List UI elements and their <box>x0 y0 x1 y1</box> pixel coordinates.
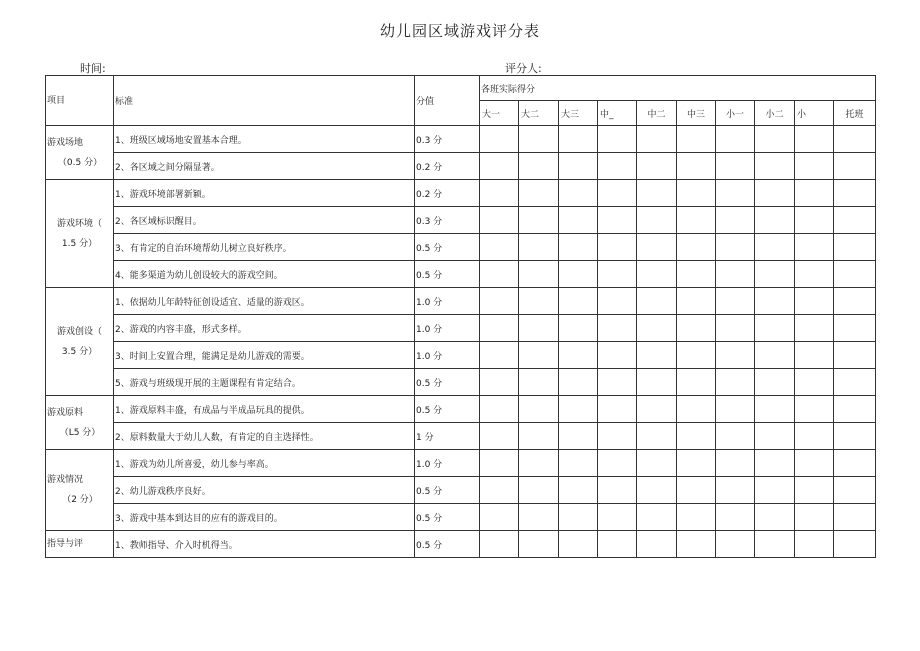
class-score-input[interactable] <box>795 288 834 315</box>
class-score-input[interactable] <box>716 126 755 153</box>
standard-cell: 3、游戏中基本到达目的应有的游戏目的。 <box>114 504 415 531</box>
page-title: 幼儿园区域游戏评分表 <box>379 22 540 40</box>
class-score-input[interactable] <box>637 504 677 531</box>
class-score-input[interactable] <box>480 126 519 153</box>
table-row <box>46 207 876 234</box>
section-points: （2 分） <box>62 495 98 505</box>
header-class-5: 中三 <box>677 101 716 126</box>
class-score-input[interactable] <box>716 153 755 180</box>
standard-cell: 2、幼儿游戏秩序良好。 <box>114 477 415 504</box>
class-score-input[interactable] <box>795 342 834 369</box>
section-item-2 <box>46 288 114 396</box>
score-cell: 0.5 分 <box>415 504 480 531</box>
standard-cell: 3、有肯定的自治环境帮幼儿树立良好秩序。 <box>114 234 415 261</box>
section-name: 游戏创设（ <box>56 326 102 337</box>
class-score-input[interactable] <box>519 396 559 423</box>
class-score-input[interactable] <box>598 477 637 504</box>
class-score-input[interactable] <box>637 342 677 369</box>
table-row <box>46 423 876 450</box>
section-item-0 <box>46 126 114 180</box>
score-cell: 0.5 分 <box>415 477 480 504</box>
class-score-input[interactable] <box>598 315 637 342</box>
class-score-input[interactable] <box>834 234 876 261</box>
score-cell: 0.5 分 <box>415 396 480 423</box>
class-score-input[interactable] <box>480 207 519 234</box>
header-class-group: 各班实际得分 <box>480 76 876 101</box>
class-score-input[interactable] <box>637 288 677 315</box>
time-label: 时间: <box>80 62 106 75</box>
table-row <box>46 180 876 207</box>
class-score-input[interactable] <box>677 180 716 207</box>
class-score-input[interactable] <box>755 450 795 477</box>
class-score-input[interactable] <box>480 288 519 315</box>
table-row <box>46 126 876 153</box>
class-score-input[interactable] <box>834 423 876 450</box>
class-score-input[interactable] <box>519 315 559 342</box>
class-score-input[interactable] <box>755 369 795 396</box>
header-class-6: 小一 <box>716 101 755 126</box>
class-score-input[interactable] <box>716 504 755 531</box>
class-score-input[interactable] <box>480 180 519 207</box>
class-score-input[interactable] <box>598 288 637 315</box>
scorer-label: 评分人: <box>505 62 542 75</box>
class-score-input[interactable] <box>755 423 795 450</box>
class-score-input[interactable] <box>598 153 637 180</box>
class-score-input[interactable] <box>598 180 637 207</box>
table-row <box>46 396 876 423</box>
table-row <box>46 504 876 531</box>
class-score-input[interactable] <box>677 315 716 342</box>
score-table <box>45 75 876 558</box>
table-row <box>46 234 876 261</box>
class-score-input[interactable] <box>795 396 834 423</box>
class-score-input[interactable] <box>795 153 834 180</box>
class-score-input[interactable] <box>480 315 519 342</box>
class-score-input[interactable] <box>598 369 637 396</box>
class-score-input[interactable] <box>637 234 677 261</box>
section-name: 指导与评 <box>47 539 84 549</box>
class-score-input[interactable] <box>755 504 795 531</box>
score-cell: 1.0 分 <box>415 450 480 477</box>
class-score-input[interactable] <box>755 261 795 288</box>
section-item-1 <box>46 180 114 288</box>
class-score-input[interactable] <box>755 396 795 423</box>
score-cell: 0.5 分 <box>415 261 480 288</box>
class-score-input[interactable] <box>716 261 755 288</box>
class-score-input[interactable] <box>480 342 519 369</box>
score-cell: 1.0 分 <box>415 342 480 369</box>
class-score-input[interactable] <box>519 450 559 477</box>
class-score-input[interactable] <box>834 153 876 180</box>
header-class-3: 中_ <box>598 101 637 126</box>
class-score-input[interactable] <box>480 504 519 531</box>
class-score-input[interactable] <box>677 126 716 153</box>
standard-cell: 2、各区域之间分隔显著。 <box>114 153 415 180</box>
header-class-2: 大三 <box>559 101 598 126</box>
class-score-input[interactable] <box>834 315 876 342</box>
class-score-input[interactable] <box>559 126 598 153</box>
class-score-input[interactable] <box>716 315 755 342</box>
class-score-input[interactable] <box>559 288 598 315</box>
score-cell: 0.5 分 <box>415 369 480 396</box>
header-score: 分值 <box>415 76 480 126</box>
class-score-input[interactable] <box>559 369 598 396</box>
class-score-input[interactable] <box>677 477 716 504</box>
class-score-input[interactable] <box>559 423 598 450</box>
class-score-input[interactable] <box>834 477 876 504</box>
class-score-input[interactable] <box>834 531 876 558</box>
class-score-input[interactable] <box>834 450 876 477</box>
class-score-input[interactable] <box>834 369 876 396</box>
class-score-input[interactable] <box>677 207 716 234</box>
class-score-input[interactable] <box>677 342 716 369</box>
table-row <box>46 315 876 342</box>
class-score-input[interactable] <box>795 477 834 504</box>
class-score-input[interactable] <box>559 153 598 180</box>
class-score-input[interactable] <box>834 504 876 531</box>
section-points: （0.5 分） <box>57 157 103 168</box>
class-score-input[interactable] <box>677 504 716 531</box>
class-score-input[interactable] <box>598 207 637 234</box>
header-class-1: 大二 <box>519 101 559 126</box>
class-score-input[interactable] <box>598 234 637 261</box>
class-score-input[interactable] <box>637 531 677 558</box>
header-item: 项目 <box>46 76 114 126</box>
score-cell: 0.3 分 <box>415 126 480 153</box>
class-score-input[interactable] <box>559 450 598 477</box>
class-score-input[interactable] <box>637 450 677 477</box>
class-score-input[interactable] <box>519 477 559 504</box>
table-row <box>46 153 876 180</box>
class-score-input[interactable] <box>480 423 519 450</box>
header-class-9: 托班 <box>834 101 876 126</box>
standard-cell: 2、各区域标识醒目。 <box>114 207 415 234</box>
class-score-input[interactable] <box>519 153 559 180</box>
class-score-input[interactable] <box>677 234 716 261</box>
class-score-input[interactable] <box>519 423 559 450</box>
class-score-input[interactable] <box>677 450 716 477</box>
class-score-input[interactable] <box>598 261 637 288</box>
header-class-8: 小 <box>795 101 834 126</box>
class-score-input[interactable] <box>795 531 834 558</box>
score-cell: 1 分 <box>415 423 480 450</box>
table-row <box>46 450 876 477</box>
class-score-input[interactable] <box>559 396 598 423</box>
class-score-input[interactable] <box>834 288 876 315</box>
class-score-input[interactable] <box>480 396 519 423</box>
section-item-4 <box>46 450 114 531</box>
class-score-input[interactable] <box>834 342 876 369</box>
class-score-input[interactable] <box>795 234 834 261</box>
class-score-input[interactable] <box>677 423 716 450</box>
class-score-input[interactable] <box>755 315 795 342</box>
standard-cell: 1、依据幼儿年龄特征创设适宜、适量的游戏区。 <box>114 288 415 315</box>
class-score-input[interactable] <box>755 234 795 261</box>
header-class-7: 小二 <box>755 101 795 126</box>
class-score-input[interactable] <box>559 207 598 234</box>
class-score-input[interactable] <box>795 207 834 234</box>
class-score-input[interactable] <box>834 207 876 234</box>
class-score-input[interactable] <box>519 126 559 153</box>
class-score-input[interactable] <box>755 126 795 153</box>
class-score-input[interactable] <box>716 450 755 477</box>
class-score-input[interactable] <box>755 288 795 315</box>
score-cell: 0.5 分 <box>415 531 480 558</box>
score-cell: 0.3 分 <box>415 207 480 234</box>
class-score-input[interactable] <box>795 261 834 288</box>
class-score-input[interactable] <box>598 396 637 423</box>
class-score-input[interactable] <box>637 369 677 396</box>
class-score-input[interactable] <box>795 315 834 342</box>
standard-cell: 1、游戏环境部署新颖。 <box>114 180 415 207</box>
class-score-input[interactable] <box>598 423 637 450</box>
score-cell: 0.2 分 <box>415 180 480 207</box>
section-points: 1.5 分） <box>61 238 98 249</box>
class-score-input[interactable] <box>559 261 598 288</box>
class-score-input[interactable] <box>677 396 716 423</box>
class-score-input[interactable] <box>637 315 677 342</box>
class-score-input[interactable] <box>598 504 637 531</box>
table-row <box>46 531 876 558</box>
class-score-input[interactable] <box>480 369 519 396</box>
class-score-input[interactable] <box>480 261 519 288</box>
standard-cell: 2、原料数量大于幼儿人数，有肯定的自主选择性。 <box>114 423 415 450</box>
class-score-input[interactable] <box>480 450 519 477</box>
standard-cell: 1、游戏原料丰盛，有成品与半成品玩具的提供。 <box>114 396 415 423</box>
class-score-input[interactable] <box>637 396 677 423</box>
class-score-input[interactable] <box>519 288 559 315</box>
class-score-input[interactable] <box>637 477 677 504</box>
class-score-input[interactable] <box>755 180 795 207</box>
header-standard: 标准 <box>114 76 415 126</box>
standard-cell: 1、游戏为幼儿所喜爱，幼儿参与率高。 <box>114 450 415 477</box>
table-row <box>46 261 876 288</box>
class-score-input[interactable] <box>559 477 598 504</box>
standard-cell: 5、游戏与班级现开展的主题课程有肯定结合。 <box>114 369 415 396</box>
class-score-input[interactable] <box>716 342 755 369</box>
header-class-0: 大一 <box>480 101 519 126</box>
class-score-input[interactable] <box>795 180 834 207</box>
standard-cell: 1、教师指导、介入时机得当。 <box>114 531 415 558</box>
class-score-input[interactable] <box>637 423 677 450</box>
class-score-input[interactable] <box>637 126 677 153</box>
score-cell: 0.2 分 <box>415 153 480 180</box>
section-points: （L5 分） <box>59 427 101 438</box>
section-item-5 <box>46 531 114 558</box>
score-cell: 1.0 分 <box>415 288 480 315</box>
class-score-input[interactable] <box>519 207 559 234</box>
class-score-input[interactable] <box>519 504 559 531</box>
class-score-input[interactable] <box>559 315 598 342</box>
class-score-input[interactable] <box>677 531 716 558</box>
section-name: 游戏场地 <box>47 137 84 148</box>
class-score-input[interactable] <box>795 369 834 396</box>
class-score-input[interactable] <box>637 261 677 288</box>
class-score-input[interactable] <box>559 342 598 369</box>
class-score-input[interactable] <box>795 504 834 531</box>
class-score-input[interactable] <box>519 234 559 261</box>
section-name: 游戏环境（ <box>56 218 102 229</box>
class-score-input[interactable] <box>716 288 755 315</box>
class-score-input[interactable] <box>716 396 755 423</box>
table-row <box>46 369 876 396</box>
table-row <box>46 342 876 369</box>
class-score-input[interactable] <box>795 450 834 477</box>
standard-cell: 3、时间上安置合理，能满足是幼儿游戏的需要。 <box>114 342 415 369</box>
class-score-input[interactable] <box>755 342 795 369</box>
standard-cell: 4、能多渠道为幼儿创设较大的游戏空间。 <box>114 261 415 288</box>
class-score-input[interactable] <box>598 531 637 558</box>
score-cell: 0.5 分 <box>415 234 480 261</box>
class-score-input[interactable] <box>677 261 716 288</box>
class-score-input[interactable] <box>795 423 834 450</box>
class-score-input[interactable] <box>519 531 559 558</box>
class-score-input[interactable] <box>716 180 755 207</box>
class-score-input[interactable] <box>716 369 755 396</box>
class-score-input[interactable] <box>598 126 637 153</box>
class-score-input[interactable] <box>677 153 716 180</box>
class-score-input[interactable] <box>559 504 598 531</box>
class-score-input[interactable] <box>716 423 755 450</box>
class-score-input[interactable] <box>755 153 795 180</box>
class-score-input[interactable] <box>795 126 834 153</box>
class-score-input[interactable] <box>637 153 677 180</box>
class-score-input[interactable] <box>480 531 519 558</box>
table-row <box>46 477 876 504</box>
header-class-4: 中二 <box>637 101 677 126</box>
class-score-input[interactable] <box>519 342 559 369</box>
section-points: 3.5 分） <box>61 346 98 357</box>
class-score-input[interactable] <box>716 531 755 558</box>
standard-cell: 2、游戏的内容丰盛，形式多样。 <box>114 315 415 342</box>
class-score-input[interactable] <box>519 261 559 288</box>
class-score-input[interactable] <box>598 342 637 369</box>
class-score-input[interactable] <box>637 180 677 207</box>
class-score-input[interactable] <box>677 369 716 396</box>
class-score-input[interactable] <box>834 126 876 153</box>
class-score-input[interactable] <box>755 207 795 234</box>
class-score-input[interactable] <box>755 477 795 504</box>
score-cell: 1.0 分 <box>415 315 480 342</box>
class-score-input[interactable] <box>480 234 519 261</box>
class-score-input[interactable] <box>637 207 677 234</box>
class-score-input[interactable] <box>559 234 598 261</box>
class-score-input[interactable] <box>834 180 876 207</box>
class-score-input[interactable] <box>480 153 519 180</box>
class-score-input[interactable] <box>716 207 755 234</box>
class-score-input[interactable] <box>716 234 755 261</box>
class-score-input[interactable] <box>598 450 637 477</box>
class-score-input[interactable] <box>834 261 876 288</box>
section-name: 游戏原料 <box>47 407 84 418</box>
standard-cell: 1、班级区域场地安置基本合理。 <box>114 126 415 153</box>
class-score-input[interactable] <box>480 477 519 504</box>
table-row <box>46 288 876 315</box>
class-score-input[interactable] <box>834 396 876 423</box>
class-score-input[interactable] <box>519 369 559 396</box>
class-score-input[interactable] <box>559 531 598 558</box>
section-item-3 <box>46 396 114 450</box>
class-score-input[interactable] <box>519 180 559 207</box>
class-score-input[interactable] <box>559 180 598 207</box>
class-score-input[interactable] <box>716 477 755 504</box>
class-score-input[interactable] <box>755 531 795 558</box>
section-name: 游戏情况 <box>47 475 84 485</box>
class-score-input[interactable] <box>677 288 716 315</box>
